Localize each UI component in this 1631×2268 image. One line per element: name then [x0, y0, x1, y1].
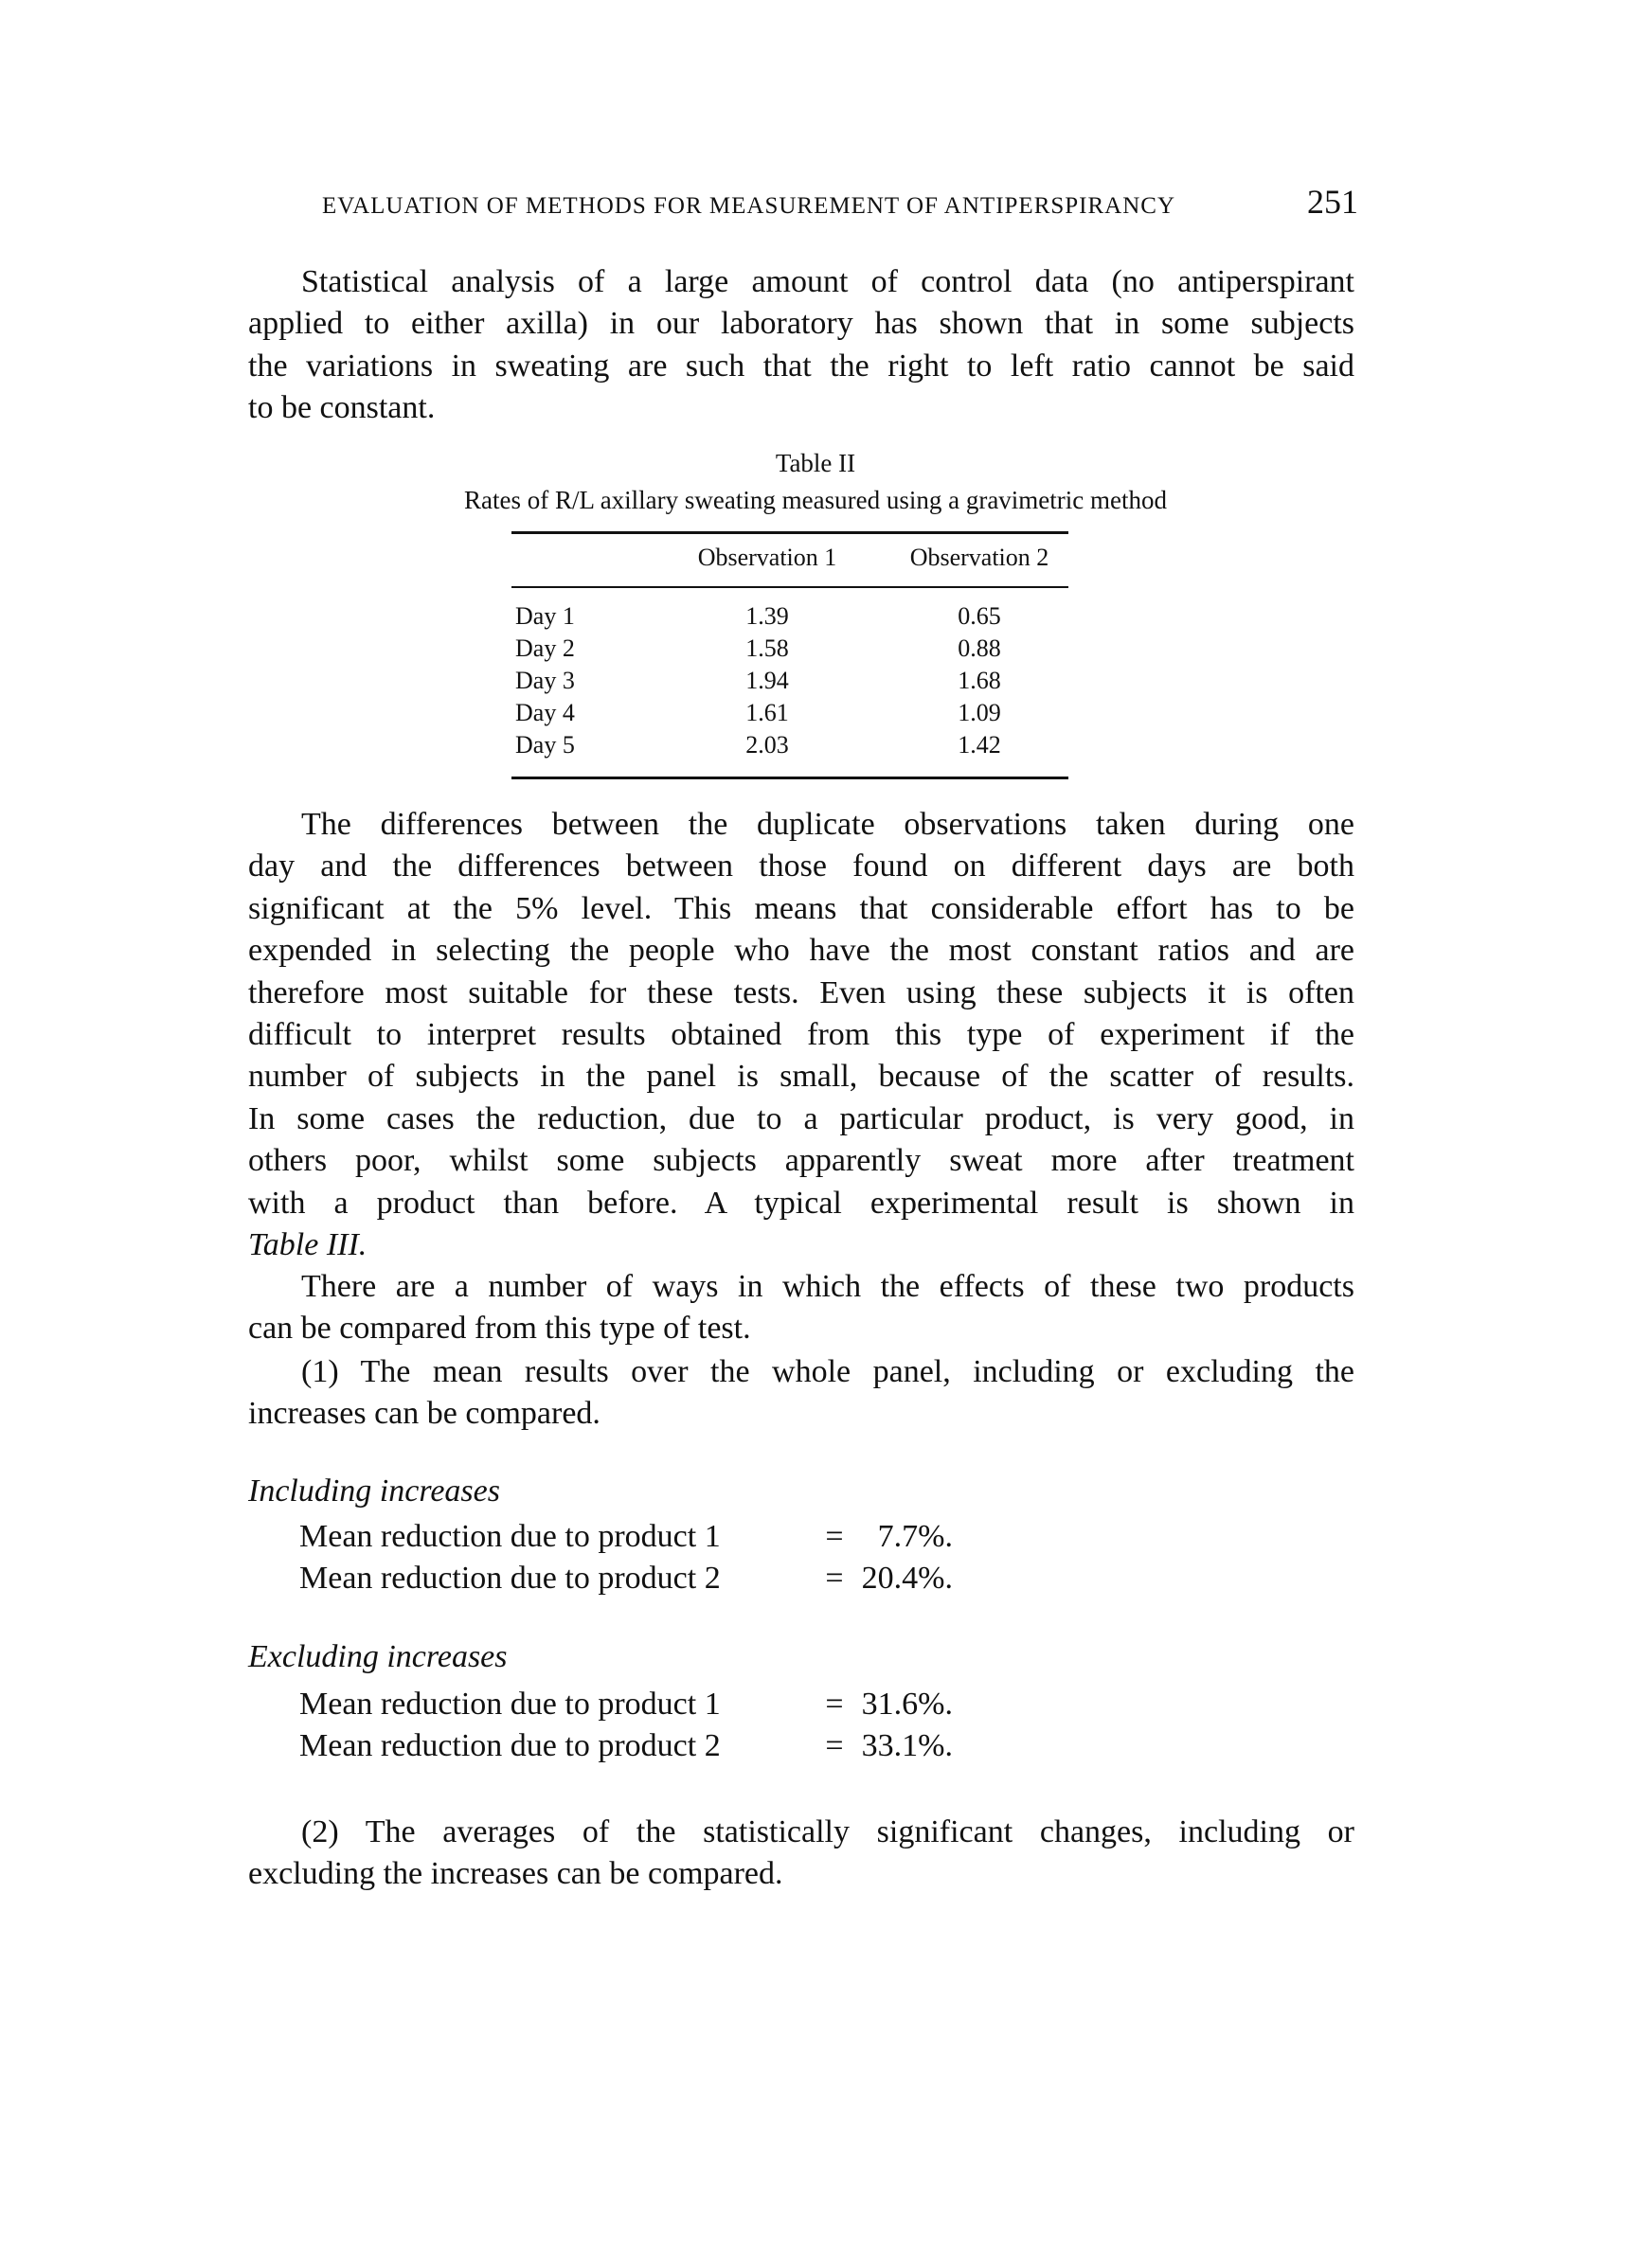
- running-title: EVALUATION OF METHODS FOR MEASUREMENT OF ANTIPERSPIRANCY: [322, 193, 1176, 219]
- page-number: 251: [1307, 183, 1358, 221]
- result-row: Mean reduction due to product 2 = 20.4%.: [299, 1561, 953, 1597]
- row-label: Day 1: [515, 602, 575, 630]
- cell-observation-2: 0.65: [958, 602, 1001, 630]
- text-line: with a product than before. A typical experimental result is shown in: [248, 1185, 1354, 1221]
- text-line: There are a number of ways in which the effects of these two products: [301, 1269, 1354, 1304]
- table-row: [511, 731, 1068, 763]
- text-line: to be constant.: [248, 390, 436, 426]
- paragraph-ways: [248, 1266, 1354, 1350]
- including-increases-results: [299, 1516, 953, 1600]
- result-row: Mean reduction due to product 2 = 33.1%.: [299, 1728, 953, 1764]
- text-line: therefore most suitable for these tests. Even using these subjects it is often: [248, 974, 1354, 1010]
- column-header: Observation 1: [697, 544, 837, 571]
- cell-observation-1: 1.39: [745, 602, 789, 630]
- text-line: (2) The averages of the statistically significant changes, including or: [301, 1814, 1354, 1849]
- row-label: Day 4: [515, 699, 575, 726]
- text-line: expended in selecting the people who have the most constant ratios and are: [248, 933, 1354, 969]
- text-line: number of subjects in the panel is small, because of the scatter of results.: [248, 1059, 1354, 1095]
- cell-observation-2: 1.68: [958, 667, 1001, 694]
- including-increases-heading: Including increases: [248, 1473, 500, 1509]
- row-label: Day 3: [515, 667, 575, 694]
- row-label: Day 5: [515, 731, 575, 759]
- text-line: others poor, whilst some subjects apparently sweat more after treatment: [248, 1143, 1354, 1179]
- table-bottom-rule: [511, 777, 1068, 779]
- text-line: increases can be compared.: [248, 1396, 600, 1432]
- table-caption: Rates of R/L axillary sweating measured using a gravimetric method: [463, 486, 1168, 514]
- table-row: [511, 634, 1068, 667]
- text-line: The differences between the duplicate observations taken during one: [301, 807, 1354, 842]
- table-top-rule: [511, 531, 1068, 534]
- table-reference: Table III.: [248, 1227, 367, 1263]
- paragraph-control-data: [248, 261, 1354, 430]
- result-row: Mean reduction due to product 1 = 31.6%.: [299, 1687, 953, 1722]
- text-line: significant at the 5% level. This means that considerable effort has to be: [248, 890, 1354, 926]
- table-row: [511, 602, 1068, 634]
- cell-observation-1: 1.94: [745, 667, 789, 694]
- table-header-rule: [511, 586, 1068, 588]
- column-header: Observation 2: [909, 544, 1049, 571]
- text-line: the variations in sweating are such that the right to left ratio cannot be said: [248, 348, 1354, 384]
- cell-observation-1: 1.58: [745, 634, 789, 662]
- row-label: Day 2: [515, 634, 575, 662]
- text-line: (1) The mean results over the whole panel, including or excluding the: [301, 1354, 1354, 1389]
- cell-observation-2: 1.09: [958, 699, 1001, 726]
- table-row: [511, 667, 1068, 699]
- text-line: applied to either axilla) in our laboratory has shown that in some subjects: [248, 306, 1354, 342]
- text-line: can be compared from this type of test.: [248, 1311, 751, 1347]
- paragraph-item-1: [248, 1351, 1354, 1436]
- cell-observation-2: 1.42: [958, 731, 1001, 759]
- text-line: day and the differences between those found on different days are both: [248, 848, 1354, 884]
- text-line: excluding the increases can be compared.: [248, 1856, 783, 1892]
- excluding-increases-heading: Excluding increases: [248, 1639, 508, 1674]
- text-line: difficult to interpret results obtained from this type of experiment if the: [248, 1017, 1354, 1053]
- table-row: [511, 699, 1068, 731]
- table-title: Table II: [775, 449, 856, 477]
- text-line: Statistical analysis of a large amount of control data (no antiperspirant: [301, 264, 1354, 299]
- running-header: [322, 182, 1358, 222]
- result-row: Mean reduction due to product 1 = 7.7%.: [299, 1519, 953, 1554]
- paragraph-item-2: [248, 1812, 1354, 1896]
- cell-observation-2: 0.88: [958, 634, 1001, 662]
- paragraph-differences: [248, 804, 1354, 1266]
- excluding-increases-results: [299, 1684, 953, 1768]
- text-line: In some cases the reduction, due to a particular product, is very good, in: [248, 1100, 1354, 1136]
- cell-observation-1: 2.03: [745, 731, 789, 759]
- cell-observation-1: 1.61: [745, 699, 789, 726]
